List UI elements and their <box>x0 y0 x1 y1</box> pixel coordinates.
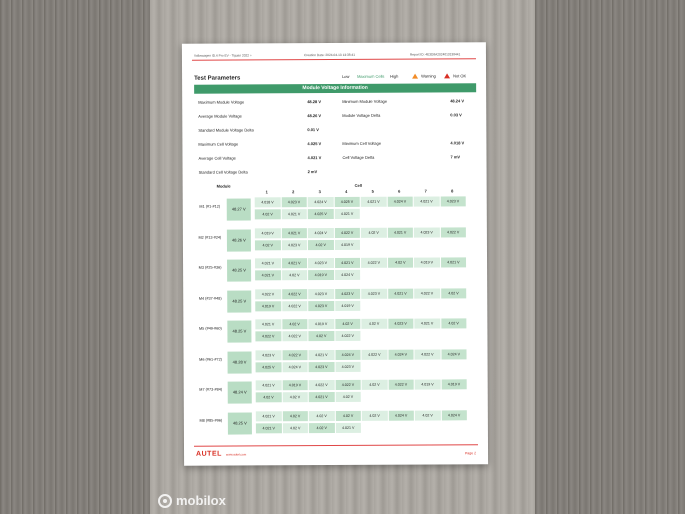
cell-voltage: 4.018 V <box>255 197 281 207</box>
page-title: Test Parameters <box>194 75 241 82</box>
cell-voltage: 4.024 V <box>308 228 334 238</box>
mobilox-logo-icon <box>158 494 172 508</box>
module-name: M1 (#1-#12) <box>199 204 221 209</box>
module-voltage: 48.28 V <box>228 351 252 373</box>
page-number: Page 2 <box>464 451 477 456</box>
cell-voltage: 4.02 V <box>441 318 467 328</box>
cell-voltage: 4.021 V <box>334 209 360 219</box>
cell-number-header: 1 <box>265 189 268 195</box>
cell-voltage: 4.023 V <box>308 258 334 268</box>
cell-voltage: 4.024 V <box>282 362 308 372</box>
cell-voltage: 4.025 V <box>256 362 282 372</box>
info-label: Average Module Voltage <box>198 113 242 119</box>
cell-voltage: 4.02 V <box>282 411 308 421</box>
cell-voltage: 4.02 V <box>282 270 308 280</box>
info-label: Maximum Cell Voltage <box>198 141 239 147</box>
info-label: Minimum Module Voltage <box>342 98 388 104</box>
info-label: Standard Cell Voltage Delta <box>198 169 248 175</box>
cell-voltage: 4.022 V <box>414 349 440 359</box>
cell-voltage: 4.019 V <box>255 228 281 238</box>
cell-voltage: 4.022 V <box>361 349 387 359</box>
cell-voltage: 4.021 V <box>282 258 308 268</box>
cell-voltage: 4.022 V <box>388 380 414 390</box>
info-label: Module Voltage Delta <box>342 112 381 118</box>
info-value: 2 mV <box>307 169 318 175</box>
info-label: Cell Voltage Delta <box>342 154 375 160</box>
wood-background-right <box>535 0 685 514</box>
legend-warning: Warning <box>412 73 436 78</box>
cell-voltage: 4.023 V <box>335 288 361 298</box>
cell-number-header: 3 <box>318 189 321 195</box>
cell-number-header: 6 <box>398 188 401 194</box>
cell-voltage: 4.021 V <box>256 380 282 390</box>
cell-voltage: 4.021 V <box>335 422 361 432</box>
cell-voltage: 4.022 V <box>335 380 361 390</box>
cell-voltage: 4.023 V <box>281 197 307 207</box>
cell-voltage: 4.023 V <box>256 350 282 360</box>
cell-number-header: 7 <box>424 188 427 194</box>
cell-voltage: 4.02 V <box>255 209 281 219</box>
cell-voltage: 4.02 V <box>388 258 414 268</box>
cell-voltage: 4.022 V <box>440 227 466 237</box>
cell-voltage: 4.02 V <box>362 410 388 420</box>
cell-voltage: 4.022 V <box>282 350 308 360</box>
header-date: Creation Date: 2024-04-13 13:38:41 <box>303 52 356 58</box>
cell-voltage: 4.021 V <box>387 227 413 237</box>
header-divider <box>192 58 476 60</box>
cell-voltage: 4.023 V <box>308 301 334 311</box>
cell-voltage: 4.022 V <box>255 331 281 341</box>
cell-voltage: 4.021 V <box>256 411 282 421</box>
cell-voltage: 4.023 V <box>281 240 307 250</box>
header-vehicle: Volkswagen ID.4 Pro EV - Tiguan 2022 + <box>193 53 252 58</box>
cell-voltage: 4.02 V <box>308 331 334 341</box>
section-banner: Module Voltage Information <box>194 83 476 93</box>
cell-voltage: 4.023 V <box>440 196 466 206</box>
info-value: 4.025 V <box>307 141 322 147</box>
cell-voltage: 4.021 V <box>414 196 440 206</box>
cell-voltage: 4.019 V <box>334 239 360 249</box>
module-name: M2 (#13-#24) <box>198 235 222 240</box>
info-value: 0.01 V <box>307 127 319 133</box>
cell-voltage: 4.022 V <box>334 227 360 237</box>
module-voltage: 48.24 V <box>228 381 252 403</box>
info-label: Standard Module Voltage Delta <box>198 127 254 133</box>
cell-voltage: 4.02 V <box>282 319 308 329</box>
info-value: 48.26 V <box>307 113 322 119</box>
cell-voltage: 4.019 V <box>282 380 308 390</box>
mobilox-watermark <box>158 493 226 508</box>
cell-voltage: 4.021 V <box>414 318 440 328</box>
cell-voltage: 4.022 V <box>255 289 281 299</box>
cell-voltage: 4.02 V <box>335 410 361 420</box>
cell-voltage: 4.021 V <box>309 392 335 402</box>
cell-voltage: 4.024 V <box>441 410 467 420</box>
legend-high: High <box>390 73 399 79</box>
info-label: Minimum Cell Voltage <box>342 140 382 146</box>
cell-voltage: 4.021 V <box>255 270 281 280</box>
footer-divider <box>194 444 478 446</box>
cell-voltage: 4.02 V <box>309 411 335 421</box>
cell-voltage: 4.02 V <box>282 392 308 402</box>
module-voltage: 48.25 V <box>228 412 252 434</box>
module-name: M5 (#49-#60) <box>198 326 222 331</box>
info-value: 4.018 V <box>450 140 465 146</box>
module-name: M3 (#25-#36) <box>198 265 222 270</box>
cell-voltage: 4.024 V <box>387 197 413 207</box>
info-value: 0.03 V <box>450 112 462 118</box>
cell-voltage: 4.022 V <box>309 380 335 390</box>
cell-voltage: 4.02 V <box>415 410 441 420</box>
cell-voltage: 4.021 V <box>335 258 361 268</box>
cell-voltage: 4.022 V <box>335 331 361 341</box>
cell-voltage: 4.023 V <box>361 288 387 298</box>
cell-voltage: 4.024 V <box>388 410 414 420</box>
module-voltage: 48.25 V <box>227 259 251 281</box>
cell-voltage: 4.02 V <box>361 227 387 237</box>
cell-voltage: 4.022 V <box>361 258 387 268</box>
cell-voltage: 4.019 V <box>255 301 281 311</box>
cell-voltage: 4.024 V <box>308 197 334 207</box>
cell-voltage: 4.022 V <box>282 289 308 299</box>
cell-voltage: 4.02 V <box>255 240 281 250</box>
info-value: 48.24 V <box>450 98 465 104</box>
cell-voltage: 4.02 V <box>362 380 388 390</box>
cell-number-header: 8 <box>451 188 454 194</box>
module-name: M6 (#61-#72) <box>199 357 222 362</box>
cell-voltage: 4.019 V <box>335 300 361 310</box>
brand-url: www.autel.com <box>226 452 247 457</box>
cell-voltage: 4.021 V <box>361 197 387 207</box>
module-voltage: 48.25 V <box>227 320 251 342</box>
cell-number-header: 4 <box>345 188 348 194</box>
info-label: Average Cell Voltage <box>198 155 236 161</box>
cell-number-header: 5 <box>371 188 374 194</box>
cell-voltage: 4.022 V <box>282 301 308 311</box>
info-row <box>194 123 476 135</box>
cell-voltage: 4.023 V <box>388 319 414 329</box>
cell-voltage: 4.024 V <box>335 270 361 280</box>
cell-voltage: 4.02 V <box>441 288 467 298</box>
cell-voltage: 4.025 V <box>334 197 360 207</box>
cell-voltage: 4.022 V <box>414 288 440 298</box>
autel-logo: AUTEL <box>196 450 222 458</box>
info-value: 7 mV <box>450 154 461 160</box>
cell-voltage: 4.02 V <box>282 423 308 433</box>
legend-normal: Maximum Cells <box>357 73 385 79</box>
info-row <box>194 95 476 107</box>
cell-voltage: 4.023 V <box>309 362 335 372</box>
not-ok-icon <box>444 73 450 78</box>
module-column-header: Module <box>216 183 231 189</box>
module-voltage: 48.26 V <box>227 229 251 251</box>
module-voltage: 48.27 V <box>227 198 251 220</box>
info-label: Maximum Module Voltage <box>198 99 245 105</box>
cell-voltage: 4.021 V <box>255 258 281 268</box>
report-page <box>182 42 488 466</box>
watermark-text: mobilox <box>176 493 226 508</box>
cell-voltage: 4.021 V <box>388 288 414 298</box>
legend-low: Low <box>342 73 350 79</box>
info-row <box>195 165 477 177</box>
cell-voltage: 4.021 V <box>281 209 307 219</box>
module-name: M8 (#85-#96) <box>199 418 223 423</box>
header-report-id: Report ID: 4E3D8A2024013138441 <box>409 52 461 57</box>
cell-voltage: 4.02 V <box>309 423 335 433</box>
cell-voltage: 4.021 V <box>255 319 281 329</box>
module-name: M7 (#73-#84) <box>199 387 223 392</box>
cell-voltage: 4.023 V <box>308 289 334 299</box>
cell-voltage: 4.021 V <box>309 350 335 360</box>
info-row <box>194 137 476 149</box>
cell-voltage: 4.024 V <box>441 349 467 359</box>
wood-background-left <box>0 0 150 514</box>
legend-not-ok: Not OK <box>444 73 466 78</box>
info-value: 48.28 V <box>307 99 322 105</box>
cell-voltage: 4.021 V <box>281 228 307 238</box>
cell-column-header: Cell <box>354 182 362 188</box>
info-row <box>194 151 476 163</box>
cell-voltage: 4.021 V <box>441 257 467 267</box>
cell-voltage: 4.02 V <box>335 319 361 329</box>
cell-voltage: 4.019 V <box>308 270 334 280</box>
cell-voltage: 4.02 V <box>335 392 361 402</box>
cell-voltage: 4.023 V <box>335 361 361 371</box>
cell-voltage: 4.02 V <box>361 319 387 329</box>
cell-voltage: 4.02 V <box>256 392 282 402</box>
cell-voltage: 4.022 V <box>282 331 308 341</box>
cell-voltage: 4.025 V <box>308 209 334 219</box>
cell-voltage: 4.019 V <box>441 379 467 389</box>
cell-voltage: 4.019 V <box>414 257 440 267</box>
cell-voltage: 4.02 V <box>308 240 334 250</box>
cell-voltage: 4.023 V <box>414 227 440 237</box>
info-value: 4.021 V <box>307 155 322 161</box>
cell-voltage: 4.024 V <box>388 349 414 359</box>
cell-voltage: 4.019 V <box>415 379 441 389</box>
cell-number-header: 2 <box>292 189 295 195</box>
module-voltage: 48.25 V <box>227 290 251 312</box>
info-row <box>194 109 476 121</box>
warning-icon <box>412 74 418 79</box>
cell-voltage: 4.021 V <box>256 423 282 433</box>
cell-voltage: 4.019 V <box>308 319 334 329</box>
cell-voltage: 4.024 V <box>335 349 361 359</box>
module-name: M4 (#37-#48) <box>198 296 222 301</box>
